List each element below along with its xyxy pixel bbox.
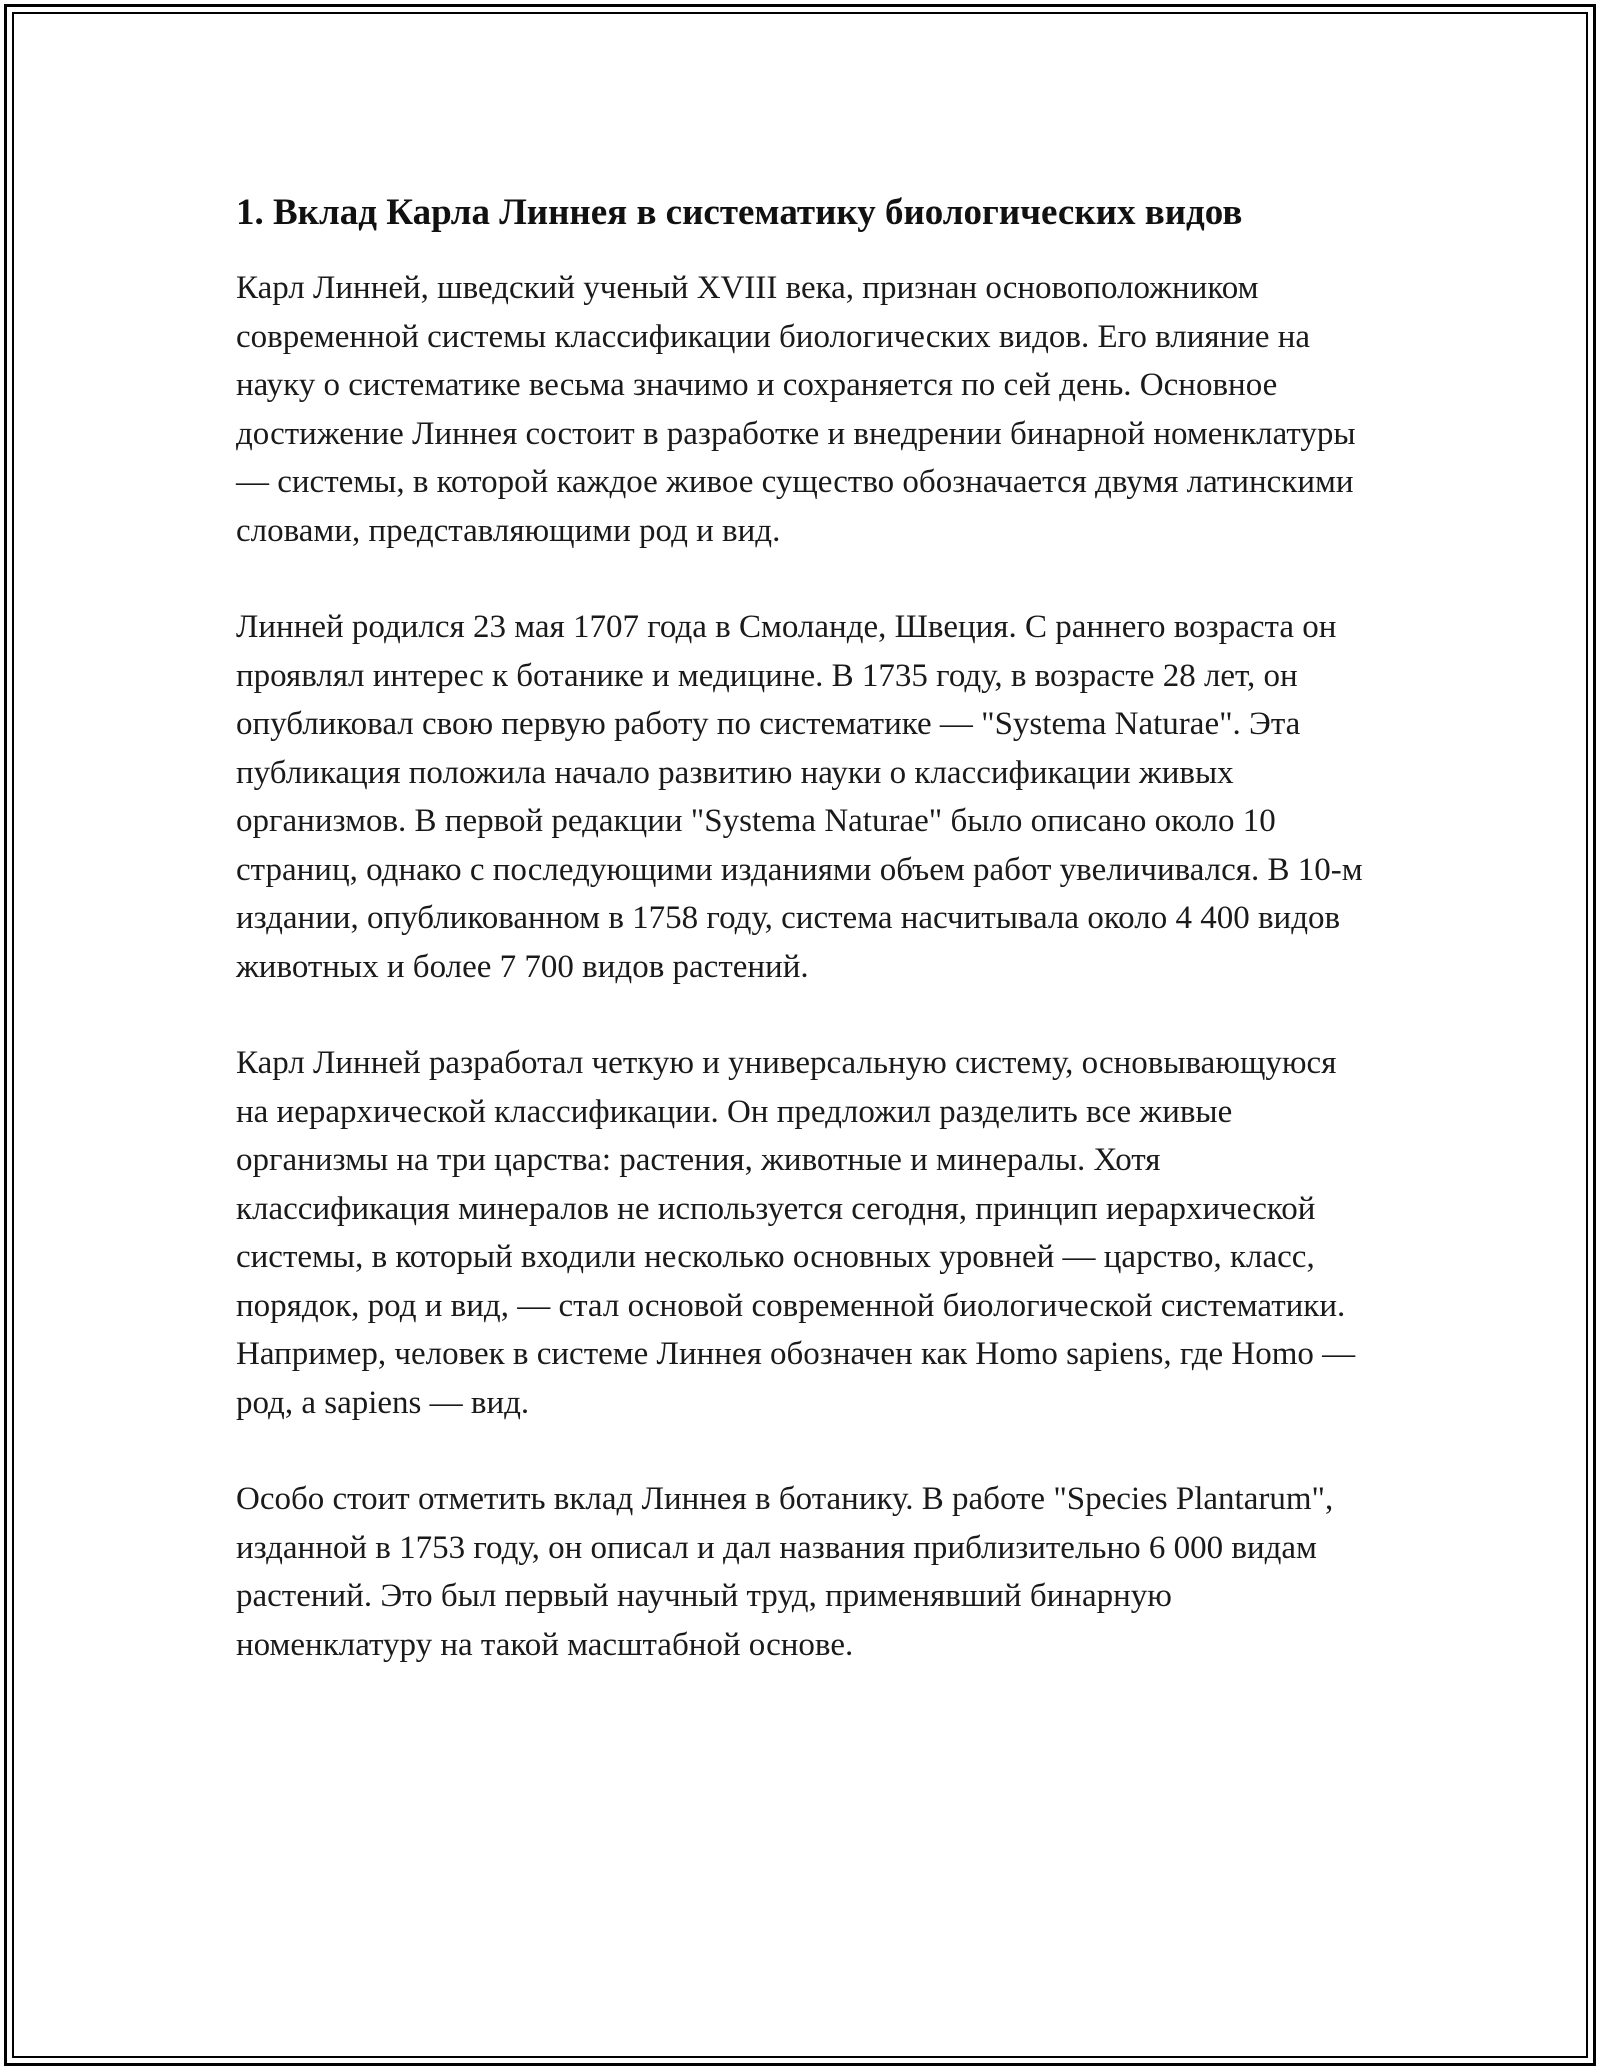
document-body xyxy=(236,186,1376,1669)
paragraph-hierarchical-system: Карл Линней разработал четкую и универсальную систему, основывающуюся на иерархической классификации. Он предложил разделить все живые организмы на три царства: растения, животные и минералы. Хотя классификация минералов не используется сегодня, принцип иерархической системы, в который входили несколько основных уровней — царство, класс, порядок, род и вид, — стал основой современной биологической систематики. Например, человек в системе Линнея обозначен как Homo sapiens, где Homo — род, а sapiens — вид. xyxy=(236,1045,1356,1421)
paragraph-linnaeus-biography: Линней родился 23 мая 1707 года в Смоланде, Швеция. С раннего возраста он проявлял интерес к ботанике и медицине. В 1735 году, в возрасте 28 лет, он опубликовал свою первую работу по систематике — "Systema Naturae". Эта публикация положила начало развитию науки о классификации живых организмов. В первой редакции "Systema Naturae" было описано около 10 страниц, однако с последующими изданиями объем работ увеличивался. В 10-м издании, опубликованном в 1758 году, система насчитывала около 4 400 видов животных и более 7 700 видов растений. xyxy=(236,609,1363,985)
section-heading: 1. Вклад Карла Линнея в систематику биологических видов xyxy=(236,192,1243,233)
paragraph-species-plantarum: Особо стоит отметить вклад Линнея в ботанику. В работе "Species Plantarum", изданной в 1753 году, он описал и дал названия приблизительно 6 000 видам растений. Это был первый научный труд, применявший бинарную номенклатуру на такой масштабной основе. xyxy=(236,1481,1334,1663)
paragraph-linnaeus-intro: Карл Линней, шведский ученый XVIII века, признан основоположником современной системы классификации биологических видов. Его влияние на науку о систематике весьма значимо и сохраняется по сей день. Основное достижение Линнея состоит в разработке и внедрении бинарной номенклатуры — системы, в которой каждое живое существо обозначается двумя латинскими словами, представляющими род и вид. xyxy=(236,270,1356,549)
